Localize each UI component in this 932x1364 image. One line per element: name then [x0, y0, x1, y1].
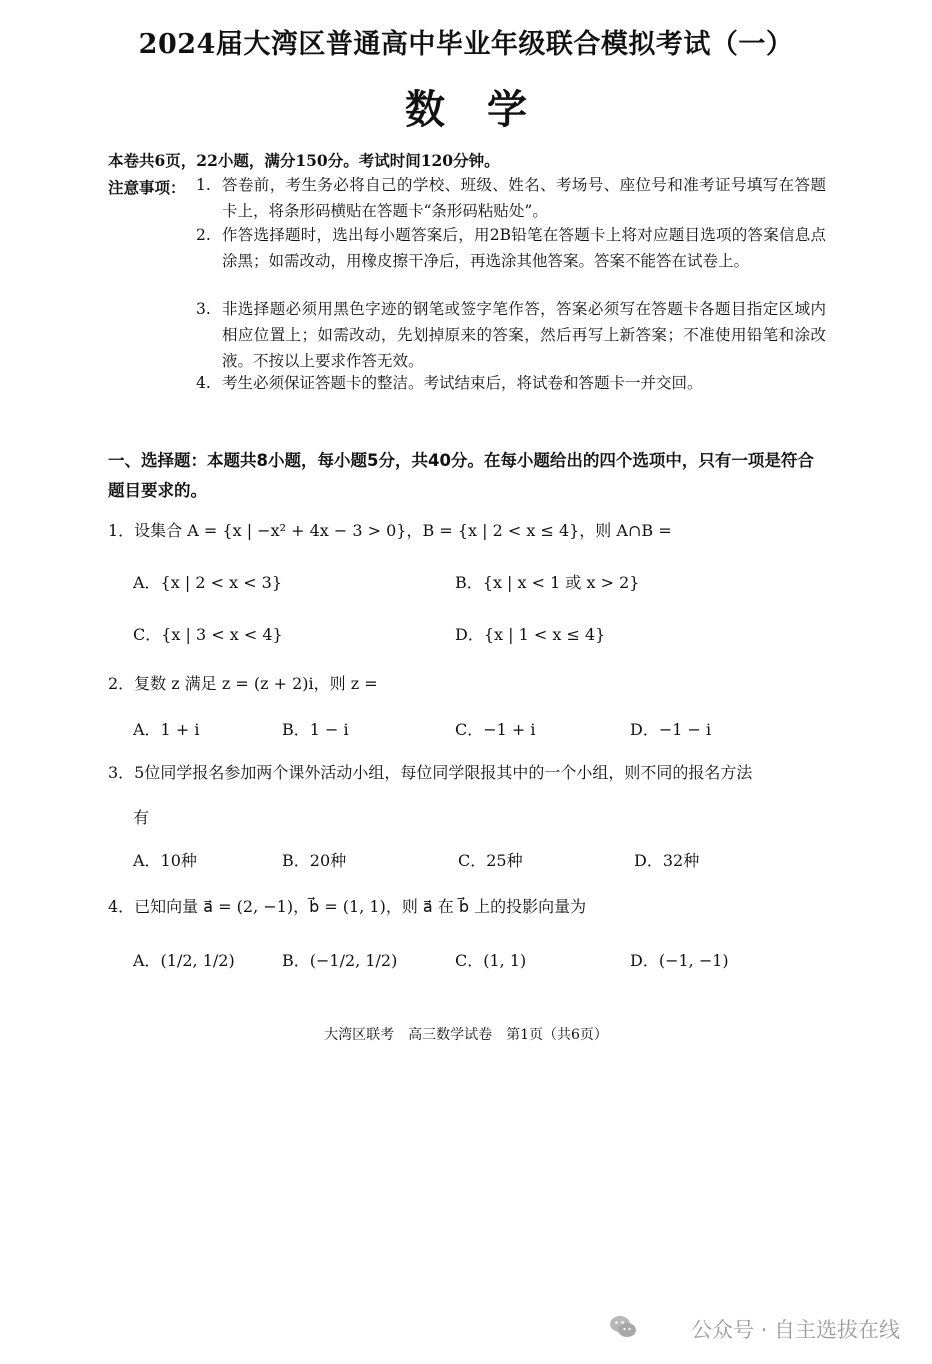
q1-option-b: B．{x | x < 1 或 x > 2} — [455, 573, 640, 592]
note-number: 4. — [196, 374, 211, 392]
note-text: 非选择题必须用黑色字迹的钢笔或签字笔作答，答案必须写在答题卡各题目指定区域内相应位置上；如需改动，先划掉原来的答案，然后再写上新答案；不准使用铅笔和涂改液。不按以上要求作答无效。 — [222, 300, 826, 370]
note-number: 1. — [196, 176, 211, 194]
q4-option-d: D．(−1, −1) — [630, 951, 729, 970]
note-item-2 — [196, 222, 826, 274]
q3-option-c: C．25种 — [458, 851, 523, 870]
q1-option-a: A．{x | 2 < x < 3} — [133, 573, 283, 592]
watermark: 公众号 · 自主选拔在线 — [690, 1318, 900, 1342]
q1-option-d: D．{x | 1 < x ≤ 4} — [455, 625, 606, 644]
question-2-stem: 2．复数 z 满足 z = (z + 2)i，则 z = — [108, 674, 378, 693]
exam-title: 2024届大湾区普通高中毕业年级联合模拟考试（一） — [138, 29, 794, 60]
note-text: 作答选择题时，选出每小题答案后，用2B铅笔在答题卡上将对应题目选项的答案信息点涂黑；如需改动，用橡皮擦干净后，再选涂其他答案。答案不能答在试卷上。 — [222, 226, 826, 270]
section-heading: 一、选择题：本题共8小题，每小题5分，共40分。在每小题给出的四个选项中，只有一项是符合题目要求的。 — [108, 451, 814, 500]
subject-title: 数学 — [405, 86, 569, 133]
q4-option-a: A．(1/2, 1/2) — [133, 951, 235, 970]
question-1-stem: 1．设集合 A = {x | −x² + 4x − 3 > 0}，B = {x | 2 < x ≤ 4}，则 A∩B = — [108, 521, 672, 540]
note-item-3 — [196, 296, 826, 374]
q3-option-a: A．10种 — [133, 851, 197, 870]
page-footer: 大湾区联考 高三数学试卷 第1页（共6页） — [324, 1027, 608, 1043]
note-number: 3. — [196, 300, 211, 318]
note-item-1 — [196, 172, 826, 224]
question-4-stem: 4．已知向量 a⃗ = (2, −1)，b⃗ = (1, 1)，则 a⃗ 在 b⃗ 上的投影向量为 — [108, 897, 587, 916]
q4-option-c: C．(1, 1) — [455, 951, 527, 970]
q2-option-a: A．1 + i — [133, 720, 200, 739]
q2-option-c: C．−1 + i — [455, 720, 536, 739]
question-3-stem-continued: 有 — [133, 808, 150, 827]
exam-info: 本卷共6页，22小题，满分150分。考试时间120分钟。 — [108, 151, 500, 170]
q4-option-b: B．(−1/2, 1/2) — [282, 951, 398, 970]
q3-option-b: B．20种 — [282, 851, 347, 870]
note-number: 2. — [196, 226, 211, 244]
q3-option-d: D．32种 — [634, 851, 700, 870]
q2-option-b: B．1 − i — [282, 720, 349, 739]
q1-option-c: C．{x | 3 < x < 4} — [133, 625, 283, 644]
question-3-stem: 3．5位同学报名参加两个课外活动小组，每位同学限报其中的一个小组，则不同的报名方法 — [108, 763, 753, 782]
note-item-4 — [196, 370, 826, 396]
note-text: 答卷前，考生务必将自己的学校、班级、姓名、考场号、座位号和准考证号填写在答题卡上，将条形码横贴在答题卡“条形码粘贴处”。 — [222, 176, 826, 220]
wechat-icon — [608, 1313, 638, 1341]
notes-label: 注意事项： — [108, 178, 186, 197]
q2-option-d: D．−1 − i — [630, 720, 712, 739]
note-text: 考生必须保证答题卡的整洁。考试结束后，将试卷和答题卡一并交回。 — [222, 374, 703, 392]
